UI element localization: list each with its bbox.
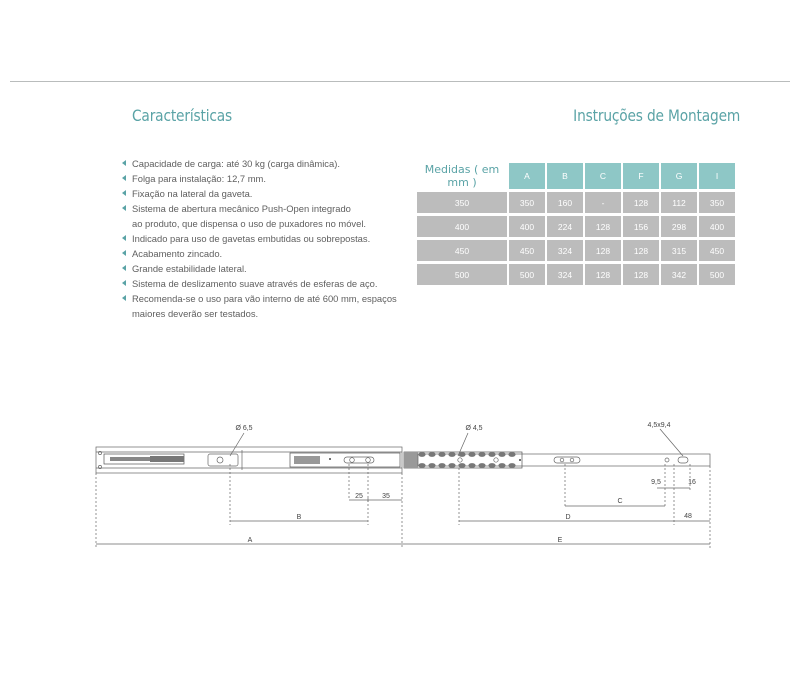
table-cell: 128 [585, 240, 621, 261]
feature-text: Capacidade de carga: até 30 kg (carga dinâmica). [132, 158, 340, 169]
assembly-instructions-title: Instruções de Montagem [573, 106, 740, 125]
hole-4-5-label: Ø 4,5 [465, 425, 483, 432]
feature-text: ao produto, que dispensa o uso de puxadores no móvel. [132, 218, 367, 229]
ball-bearing [508, 452, 515, 457]
chevron-left-icon [122, 160, 126, 166]
table-header-row [417, 163, 735, 189]
features-list [122, 156, 422, 321]
table-row [417, 192, 735, 213]
feature-item [122, 291, 422, 321]
ball-bearing [428, 452, 435, 457]
ball-bearing [498, 463, 505, 468]
feature-text: Sistema de abertura mecânico Push-Open integrado [132, 203, 351, 214]
top-divider [10, 81, 790, 82]
table-cell: 400 [509, 216, 545, 237]
feature-item [122, 246, 422, 261]
feature-text: Recomenda-se o uso para vão interno de até 600 mm, espaços [132, 293, 397, 304]
dim-48-label: 48 [684, 513, 692, 520]
dim-D-label: D [565, 514, 571, 521]
table-header-b: B [547, 163, 583, 189]
dim-16-label: 16 [688, 479, 696, 486]
table-header-measures: Medidas ( em mm ) [417, 163, 507, 189]
ball-bearing [438, 463, 445, 468]
chevron-left-icon [122, 175, 126, 181]
table-cell: 156 [623, 216, 659, 237]
feature-item [122, 186, 422, 201]
dim-9-5-label: 9,5 [651, 479, 661, 486]
table-cell: 500 [509, 264, 545, 285]
feature-text: Folga para instalação: 12,7 mm. [132, 173, 266, 184]
dim-25-label: 25 [355, 493, 363, 500]
chevron-left-icon [122, 235, 126, 241]
table-cell: 128 [623, 264, 659, 285]
ball-bearing [458, 452, 465, 457]
table-cell: 350 [509, 192, 545, 213]
table-cell: 112 [661, 192, 697, 213]
ball-bearing [478, 463, 485, 468]
feature-item [122, 276, 422, 291]
feature-item [122, 261, 422, 276]
dim-B-label: B [296, 514, 302, 521]
table-header-a: A [509, 163, 545, 189]
table-cell: 128 [623, 192, 659, 213]
feature-text: Acabamento zincado. [132, 248, 223, 259]
table-header-i: I [699, 163, 735, 189]
hole-6-5-label: Ø 6,5 [235, 425, 253, 432]
table-row [417, 240, 735, 261]
table-cell: 224 [547, 216, 583, 237]
feature-item [122, 231, 422, 246]
ball-bearing [418, 463, 425, 468]
chevron-left-icon [122, 295, 126, 301]
ball-bearing [508, 463, 515, 468]
chevron-left-icon [122, 250, 126, 256]
table-cell: - [585, 192, 621, 213]
table-row [417, 216, 735, 237]
table-header-c: C [585, 163, 621, 189]
ball-bearing [468, 452, 475, 457]
table-row-size: 400 [417, 216, 507, 237]
table-cell: 298 [661, 216, 697, 237]
ball-bearing [488, 463, 495, 468]
table-row-size: 350 [417, 192, 507, 213]
table-cell: 324 [547, 240, 583, 261]
feature-text: Fixação na lateral da gaveta. [132, 188, 253, 199]
chevron-left-icon [122, 280, 126, 286]
feature-text: Indicado para uso de gavetas embutidas ou sobrepostas. [132, 233, 371, 244]
feature-text: Grande estabilidade lateral. [132, 263, 247, 274]
table-cell: 400 [699, 216, 735, 237]
table-row [417, 264, 735, 285]
feature-item [122, 201, 422, 231]
ball-bearing [448, 452, 455, 457]
table-cell: 128 [585, 216, 621, 237]
chevron-left-icon [122, 190, 126, 196]
measurements-table [415, 160, 737, 288]
table-cell: 450 [699, 240, 735, 261]
chevron-left-icon [122, 265, 126, 271]
chevron-left-icon [122, 205, 126, 211]
ball-bearing [438, 452, 445, 457]
slot-label: 4,5x9,4 [647, 422, 671, 429]
table-cell: 450 [509, 240, 545, 261]
table-row-size: 500 [417, 264, 507, 285]
ball-bearing [458, 463, 465, 468]
table-cell: 500 [699, 264, 735, 285]
ball-bearing [488, 452, 495, 457]
ball-bearing [418, 452, 425, 457]
table-cell: 350 [699, 192, 735, 213]
table-header-f: F [623, 163, 659, 189]
table-cell: 128 [585, 264, 621, 285]
table-cell: 324 [547, 264, 583, 285]
ball-bearing [498, 452, 505, 457]
table-row-size: 450 [417, 240, 507, 261]
table-cell: 128 [623, 240, 659, 261]
dim-C-label: C [617, 498, 623, 505]
dim-35-label: 35 [382, 493, 390, 500]
feature-item [122, 156, 422, 171]
table-header-g: G [661, 163, 697, 189]
dim-A-label: A [247, 537, 253, 544]
feature-text: maiores deverão ser testados. [132, 308, 259, 319]
table-cell: 342 [661, 264, 697, 285]
feature-text: Sistema de deslizamento suave através de esferas de aço. [132, 278, 378, 289]
table-cell: 315 [661, 240, 697, 261]
dim-E-label: E [557, 537, 563, 544]
feature-item [122, 171, 422, 186]
characteristics-title: Características [132, 106, 233, 125]
ball-bearing [478, 452, 485, 457]
table-cell: 160 [547, 192, 583, 213]
ball-bearing [448, 463, 455, 468]
slide-technical-drawing [0, 410, 800, 560]
ball-bearing [428, 463, 435, 468]
ball-bearing [468, 463, 475, 468]
